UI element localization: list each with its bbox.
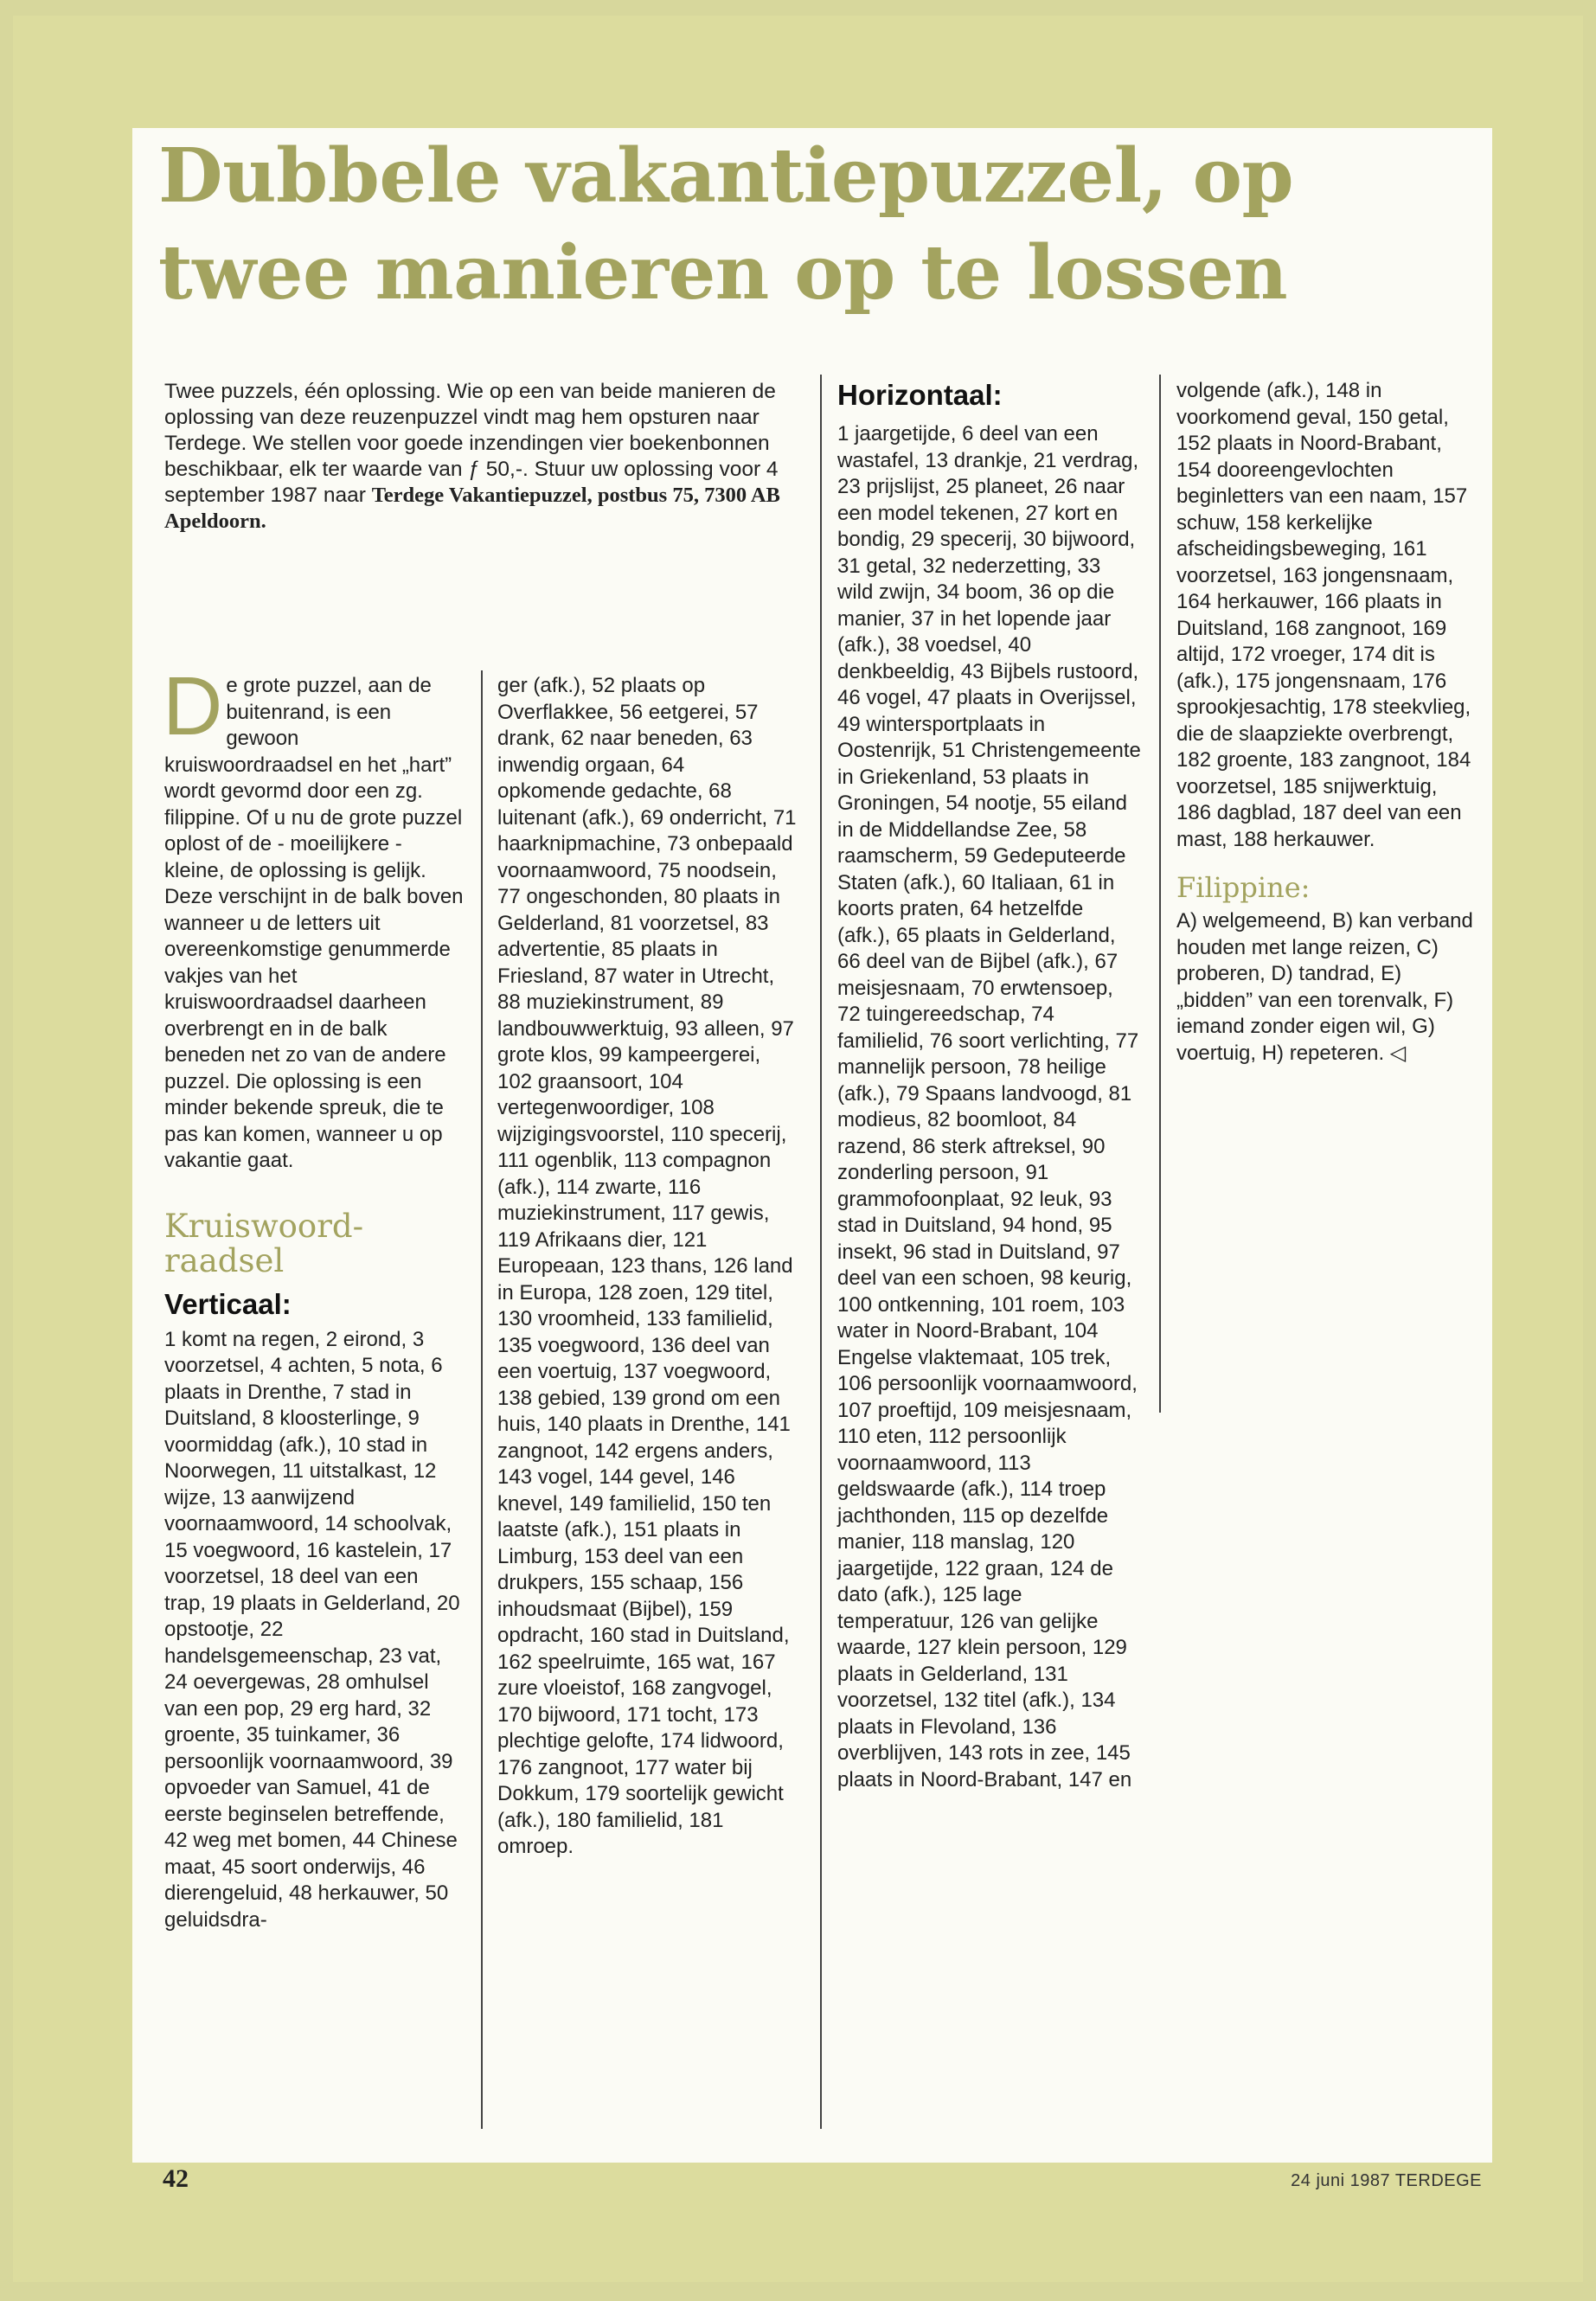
intro-address: Terdege Vakantiepuzzel, postbus 75, 7300 AB Apeldoorn. [164, 484, 780, 533]
horizontaal-heading: Horizontaal: [837, 379, 1003, 411]
column-rule-2 [820, 375, 822, 2129]
intro-paragraph [164, 379, 804, 535]
column-rule-3 [1159, 375, 1161, 1413]
article-title: Dubbele vakantiepuzzel, op twee manieren op te lossen [158, 132, 1294, 317]
horizontaal-clues-continued: volgende (afk.), 148 in voorkomend geval, 150 getal, 152 plaats in Noord-Brabant, 154 dooreengevlochten beginletters van een naam, 157 schuw, 158 kerkelijke afscheidingsbeweging, 161 voorzetsel, 163 jongensnaam, 164 herkauwer, 166 plaats in Duitsland, 168 zangnoot, 169 altijd, 172 vroeger, 174 dit is (afk.), 175 jongensnaam, 176 sprookjesachtig, 178 steekvlieg, die de slaapziekte overbrengt, 182 groente, 183 zangnoot, 184 voorzetsel, 185 snijwerktuig, 186 dagblad, 187 deel van een mast, 188 herkauwer. [1176, 379, 1471, 851]
issue-info: 24 juni 1987 TERDEGE [1291, 2171, 1482, 2190]
verticaal-clues: 1 komt na regen, 2 eirond, 3 voorzetsel, 4 achten, 5 nota, 6 plaats in Drenthe, 7 stad in Duitsland, 8 kloosterlinge, 9 voormiddag (afk.), 10 stad in Noorwegen, 11 uitstalkast, 12 wijze, 13 aanwijzend voornaamwoord, 14 schoolvak, 15 voegwoord, 16 kastelein, 17 voorzetsel, 18 deel van een trap, 19 plaats in Gelderland, 20 opstootje, 22 handelsgemeenschap, 23 vat, 24 oevergewas, 28 omhulsel van een pop, 29 erg hard, 32 groente, 35 tuinkamer, 36 persoonlijk voornaamwoord, 39 opvoeder van Samuel, 41 de eerste beginselen betreffende, 42 weg met bomen, 44 Chinese maat, 45 soort onderwijs, 46 dierengeluid, 48 herkauwer, 50 geluidsdra- [164, 1327, 460, 1932]
intro-text: Twee puzzels, één oplossing. Wie op een van beide manieren de oplossing van deze reuzenpuzzel vindt mag hem opsturen naar Terdege. We stellen voor goede inzendingen vier boekenbonnen beschikbaar, elk ter waarde van ƒ 50,-. Stuur uw oplossing voor 4 september 1987 naar [164, 380, 779, 507]
column-3 [837, 378, 1142, 1793]
column-2 [497, 673, 798, 1861]
horizontaal-clues: 1 jaargetijde, 6 deel van een wastafel, 13 drankje, 21 verdrag, 23 prijslijst, 25 planeet, 26 naar een model tekenen, 27 kort en bondig, 29 specerij, 30 bijwoord, 31 getal, 32 nederzetting, 33 wild zwijn, 34 boom, 36 op die manier, 37 in het lopende jaar (afk.), 38 voedsel, 40 denkbeeldig, 43 Bijbels rustoord, 46 vogel, 47 plaats in Overijssel, 49 wintersportplaats in Oostenrijk, 51 Christengemeente in Griekenland, 53 plaats in Groningen, 54 nootje, 55 eiland in de Middellandse Zee, 58 raamscherm, 59 Gedeputeerde Staten (afk.), 60 Italiaan, 61 in koorts praten, 64 hetzelfde (afk.), 65 plaats in Gelderland, 66 deel van de Bijbel (afk.), 67 meisjesnaam, 70 erwtensoep, 72 tuingereedschap, 74 familielid, 76 soort verlichting, 77 mannelijk persoon, 78 heilige (afk.), 79 Spaans landvoogd, 81 modieus, 82 boomloot, 84 razend, 86 sterk aftreksel, 90 zonderling persoon, 91 grammofoonplaat, 92 leuk, 93 stad in Duitsland, 94 hond, 95 insekt, 96 stad in Duitsland, 97 deel van een schoen, 98 keurig, 100 ontkenning, 101 roem, 103 water in Noord-Brabant, 104 Engelse vlaktemaat, 105 trek, 106 persoonlijk voornaamwoord, 107 proeftijd, 109 meisjesnaam, 110 eten, 112 persoonlijk voornaamwoord, 113 geldswaarde (afk.), 114 troep jachthonden, 115 op dezelfde manier, 118 manslag, 120 jaargetijde, 122 graan, 124 de dato (afk.), 125 lage temperatuur, 126 van gelijke waarde, 127 klein persoon, 129 plaats in Gelderland, 131 voorzetsel, 132 titel (afk.), 134 plaats in Flevoland, 136 overblijven, 143 rots in zee, 145 plaats in Noord-Brabant, 147 en [837, 422, 1141, 1791]
kruiswoord-heading: Kruiswoord-raadsel [164, 1207, 364, 1279]
filippine-clues: A) welgemeend, B) kan verband houden met lange reizen, C) proberen, D) tandrad, E) „bidden” van een torenvalk, F) iemand zonder eigen wil, G) voertuig, H) repeteren. ◁ [1176, 909, 1473, 1065]
body-paragraph [163, 660, 465, 1175]
column-1 [163, 660, 465, 1933]
drop-cap: D [163, 660, 223, 753]
page-number: 42 [163, 2164, 189, 2193]
filippine-heading: Filippine: [1176, 871, 1311, 904]
verticaal-clues-continued: ger (afk.), 52 plaats op Overflakkee, 56 eetgerei, 57 drank, 62 naar beneden, 63 inwendig orgaan, 64 opkomende gedachte, 68 luitenant (afk.), 69 onderricht, 71 haarknipmachine, 73 onbepaald voornaamwoord, 75 noodsein, 77 ongeschonden, 80 plaats in Gelderland, 81 voorzetsel, 83 advertentie, 85 plaats in Friesland, 87 water in Utrecht, 88 muziekinstrument, 89 landbouwwerktuig, 93 alleen, 97 grote klos, 99 kampeergerei, 102 graansoort, 104 vertegenwoordiger, 108 wijzigingsvoorstel, 110 specerij, 111 ogenblik, 113 compagnon (afk.), 114 zwarte, 116 muziekinstrument, 117 gewis, 119 Afrikaans dier, 121 Europeaan, 123 thans, 126 land in Europa, 128 zoen, 129 titel, 130 vroomheid, 133 familielid, 135 voegwoord, 136 deel van een voertuig, 137 voegwoord, 138 gebied, 139 grond om een huis, 140 plaats in Drenthe, 141 zangnoot, 142 ergens anders, 143 vogel, 144 gevel, 146 knevel, 149 familielid, 150 ten laatste (afk.), 151 plaats in Limburg, 153 deel van een drukpers, 155 schaap, 156 inhoudsmaat (Bijbel), 159 opdracht, 160 stad in Duitsland, 162 speelruimte, 165 wat, 167 zure vloeistof, 168 zangvogel, 170 bijwoord, 171 tocht, 173 plechtige gelofte, 174 lidwoord, 176 zangnoot, 177 water bij Dokkum, 179 soortelijk gewicht (afk.), 180 familielid, 181 omroep. [497, 674, 797, 1858]
column-rule-1 [481, 670, 483, 2129]
body-text: e grote puzzel, aan de buitenrand, is een gewoon kruiswoordraadsel en het „hart” wordt gevormd door een zg. filippine. Of u nu de grote puzzel oplost of de - moeilijkere - kleine, de oplossing is gelijk. Deze verschijnt in de balk boven wanneer u de letters uit overeenkomstige genummerde vakjes van het kruiswoordraadsel daarheen overbrengt en in de balk beneden net zo van de andere puzzel. Die oplossing is een minder bekende spreuk, die te pas kan komen, wanneer u op vakantie gaat. [164, 674, 464, 1172]
column-4 [1176, 378, 1475, 1067]
verticaal-heading: Verticaal: [164, 1287, 292, 1320]
